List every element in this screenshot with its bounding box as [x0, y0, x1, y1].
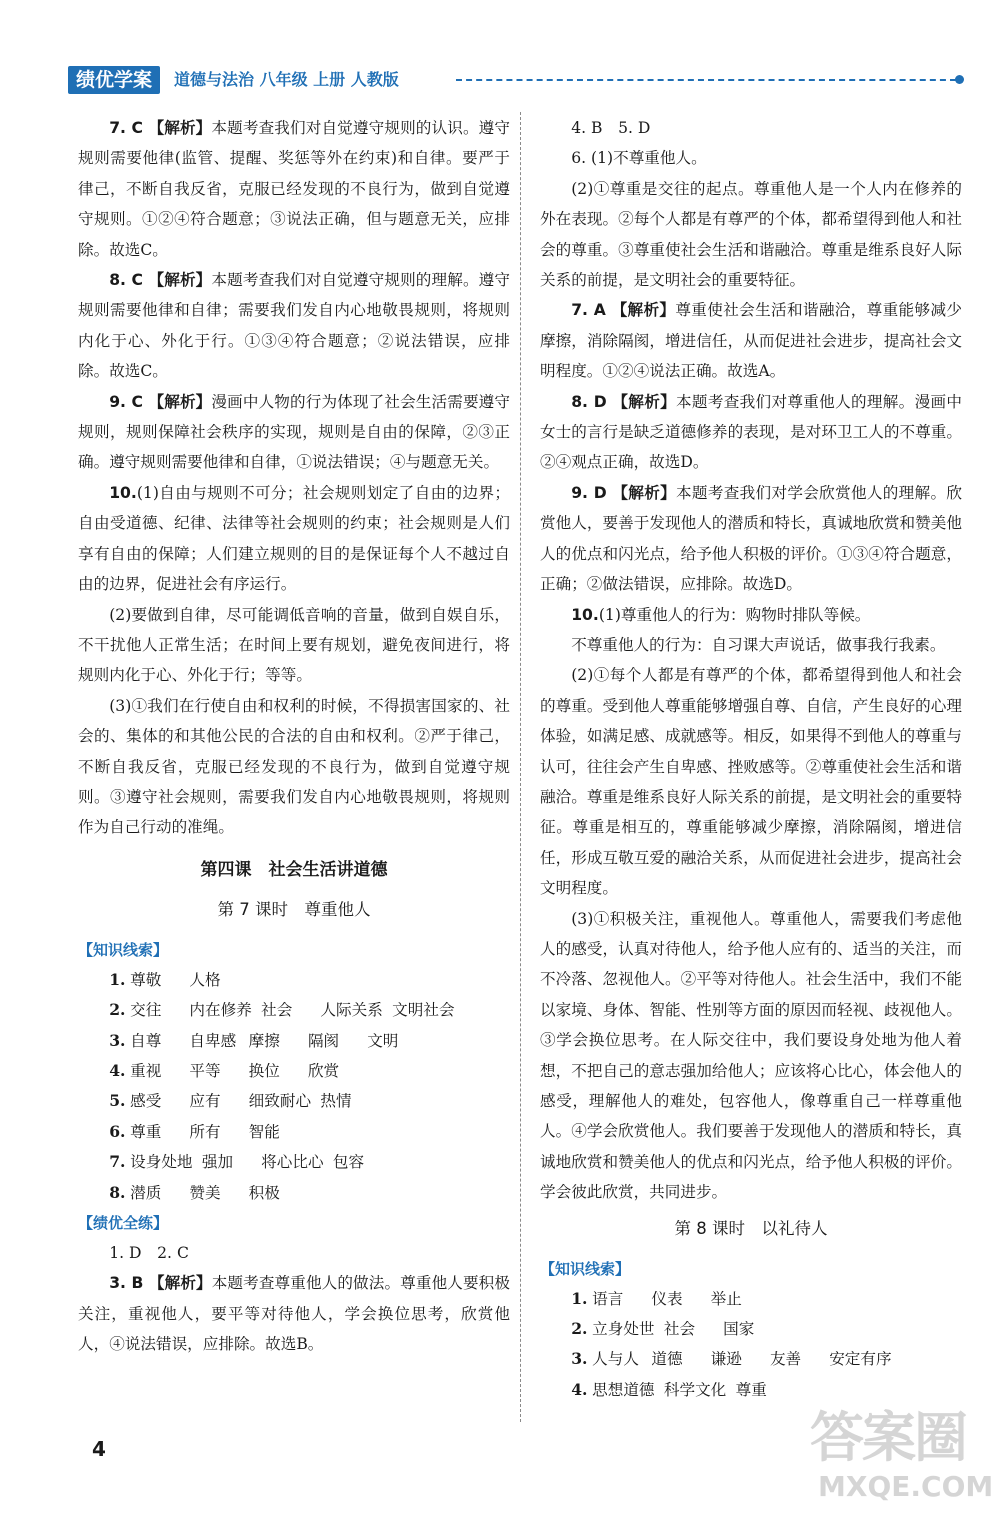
- answer-lead: 10.: [109, 483, 137, 502]
- answer-paragraph: [78, 478, 510, 600]
- answer-paragraph: [540, 600, 962, 630]
- answer-text: (2)要做到自律，尽可能调低音响的音量，做到自娱自乐，不干扰他人正常生活；在时间上要有规划，避免夜间进行，将规则内化于心、外化于行；等等。: [78, 605, 510, 685]
- knowledge-item: [540, 1284, 962, 1314]
- knowledge-keyword: 智能: [248, 1122, 280, 1141]
- practice-answer-3: [78, 1268, 510, 1359]
- knowledge-keyword: 重视: [130, 1061, 162, 1080]
- knowledge-keyword: 内在修养: [189, 1001, 252, 1020]
- answer-text: 本题考查我们对自觉遵守规则的认识。遵守规则需要他律(监管、提醒、奖惩等外在约束)和自律。要严于律己，不断自我反省，克服已经发现的不良行为，做到自觉遵守规则。①②④符合题意；③说法正确，但与题意无关，应排除。故选C。: [78, 119, 510, 259]
- knowledge-keyword: 思想道德: [592, 1380, 655, 1399]
- knowledge-keyword: 热情: [320, 1092, 352, 1111]
- knowledge-keyword: 交往: [130, 1001, 162, 1020]
- knowledge-keyword: 强加: [201, 1153, 234, 1172]
- answer-paragraph: [78, 691, 510, 843]
- knowledge-keyword: 安定有序: [829, 1350, 892, 1369]
- subject-title: 道德与法治 八年级 上册 人教版: [174, 70, 399, 89]
- answer-text: (2)①每个人都是有尊严的个体，都希望得到他人和社会的尊重。受到他人尊重能够增强自尊、自信，产生良好的心理体验，如满足感、成就感等。相反，如果得不到他人的尊重与认可，往往会产生自卑感、挫败感等。②尊重使社会生活和谐融洽。尊重是维系良好人际关系的前提，是文明社会的重要特征。尊重是相互的，尊重能够减少摩擦，消除隔阂，增进信任，形成互敬互爱的融洽关系，从而促进社会进步，提高社会文明程度。: [540, 666, 962, 898]
- practice-answer-line: 1. D 2. C: [109, 1244, 189, 1262]
- knowledge-keyword: 举止: [710, 1289, 742, 1308]
- knowledge-number: 1.: [109, 969, 126, 989]
- answer-lead: 9. D 【解析】: [571, 483, 677, 502]
- left-column: [78, 113, 510, 1360]
- knowledge-item: [78, 995, 510, 1025]
- page-header: [68, 66, 964, 96]
- knowledge-list: [78, 965, 510, 1208]
- answer-paragraph: [540, 295, 962, 386]
- period-title: 第 8 课时 以礼待人: [674, 1218, 828, 1238]
- knowledge-keyword: 应有: [189, 1092, 221, 1111]
- knowledge-keyword: 语言: [592, 1289, 624, 1308]
- answer-lead: 3. B 【解析】: [109, 1274, 212, 1293]
- knowledge-keyword: 道德: [651, 1350, 683, 1369]
- watermark-logo: [800, 1390, 994, 1515]
- answer-line: 4. B 5. D: [571, 119, 651, 137]
- answer-text: 本题考查我们对尊重他人的理解。漫画中女士的言行是缺乏道德修养的表现，是对环卫工人的不尊重。②④观点正确，故选D。: [540, 392, 962, 472]
- answer-text: 尊重使社会生活和谐融洽，尊重能够减少摩擦，消除隔阂，增进信任，从而促进社会进步，提高社会文明程度。①②④说法正确。故选A。: [540, 301, 962, 381]
- header-divider: [456, 79, 956, 81]
- knowledge-item: [78, 1117, 510, 1147]
- answer-lead: 9. C 【解析】: [109, 392, 212, 411]
- page-number: 4: [92, 1437, 106, 1461]
- knowledge-number: 3.: [109, 1030, 126, 1050]
- knowledge-keyword: 自尊: [130, 1031, 162, 1050]
- answer-lead: 7. C 【解析】: [109, 119, 212, 137]
- knowledge-number: 6.: [109, 1121, 126, 1141]
- knowledge-keyword: 设身处地: [130, 1153, 193, 1172]
- knowledge-number: 8.: [109, 1182, 126, 1202]
- knowledge-number: 4.: [109, 1060, 126, 1080]
- answer-line: 6. (1)不尊重他人。: [571, 149, 707, 168]
- watermark-url: MXQE.COM: [818, 1470, 994, 1503]
- lesson-title: 第四课 社会生活讲道德: [200, 859, 388, 880]
- knowledge-item: [78, 965, 510, 995]
- knowledge-keyword: 换位: [248, 1061, 280, 1080]
- knowledge-tag: 【知识线索】: [540, 1259, 631, 1278]
- knowledge-item: [78, 1026, 510, 1056]
- answer-paragraph: [78, 387, 510, 478]
- knowledge-list: [540, 1284, 962, 1406]
- knowledge-keyword: 自卑感: [189, 1031, 237, 1050]
- answer-paragraph: [78, 265, 510, 387]
- period-title: 第 7 课时 尊重他人: [217, 899, 371, 919]
- knowledge-tag: 【知识线索】: [78, 940, 169, 959]
- knowledge-keyword: 感受: [130, 1092, 162, 1111]
- knowledge-number: 7.: [109, 1152, 126, 1172]
- answer-lead: 7. A 【解析】: [571, 301, 676, 320]
- answer-text: (2)①尊重是交往的起点。尊重他人是一个人内在修养的外在表现。②每个人都是有尊严的个体，都希望得到他人和社会的尊重。③尊重使社会生活和谐融洽。尊重是维系良好人际关系的前提，是文明社会的重要特征。: [540, 179, 962, 290]
- knowledge-keyword: 细致耐心: [248, 1092, 312, 1111]
- knowledge-number: 2.: [571, 1319, 588, 1339]
- knowledge-keyword: 社会: [663, 1320, 696, 1339]
- knowledge-item: [78, 1086, 510, 1116]
- answer-lead: 8. D 【解析】: [571, 392, 677, 411]
- answer-paragraph: [540, 904, 962, 1208]
- knowledge-item: [78, 1056, 510, 1086]
- watermark-text: 答案圈: [810, 1406, 966, 1469]
- knowledge-keyword: 国家: [723, 1320, 755, 1339]
- column-divider: [520, 112, 521, 1422]
- knowledge-keyword: 仪表: [651, 1289, 683, 1308]
- knowledge-item: [540, 1314, 962, 1344]
- right-answers: [540, 174, 962, 1208]
- knowledge-number: 1.: [571, 1288, 588, 1308]
- knowledge-keyword: 尊敬: [130, 970, 162, 989]
- knowledge-keyword: 立身处世: [592, 1320, 655, 1339]
- knowledge-keyword: 摩擦: [248, 1031, 280, 1050]
- knowledge-number: 2.: [109, 1000, 126, 1020]
- header-dot: [955, 75, 964, 84]
- knowledge-keyword: 赞美: [189, 1183, 221, 1202]
- knowledge-keyword: 友善: [769, 1350, 802, 1369]
- knowledge-keyword: 尊重: [735, 1380, 767, 1399]
- knowledge-item: [78, 1178, 510, 1208]
- answer-paragraph: [540, 630, 962, 660]
- knowledge-keyword: 平等: [189, 1061, 221, 1080]
- knowledge-keyword: 尊重: [130, 1122, 162, 1141]
- knowledge-keyword: 文明社会: [392, 1001, 455, 1020]
- knowledge-keyword: 将心比心: [261, 1153, 324, 1172]
- knowledge-keyword: 积极: [248, 1183, 280, 1202]
- answer-text: 不尊重他人的行为：自习课大声说话，做事我行我素。: [571, 635, 946, 654]
- answer-text: (3)①积极关注，重视他人。尊重他人，需要我们考虑他人的感受，认真对待他人，给予他人应有的、适当的关注，而不冷落、忽视他人。②平等对待他人。社会生活中，我们不能以家境、身体、智能、性别等方面的原因而轻视、歧视他人。③学会换位思考。在人际交往中，我们要设身处地为他人着想，不把自己的意志强加给他人；应该将心比心，体会他人的感受，理解他人的难处，包容他人，像尊重自己一样尊重他人。④学会欣赏他人。我们要善于发现他人的潜质和特长，真诚地欣赏和赞美他人的优点和闪光点，给予他人积极的评价。学会彼此欣赏，共同进步。: [540, 909, 962, 1202]
- answer-paragraph: [540, 174, 962, 296]
- knowledge-keyword: 包容: [332, 1153, 365, 1172]
- knowledge-keyword: 人与人: [592, 1350, 639, 1369]
- answer-paragraph: [78, 113, 510, 265]
- knowledge-keyword: 人格: [189, 970, 221, 989]
- answer-text: (1)自由与规则不可分；社会规则划定了自由的边界；自由受道德、纪律、法律等社会规则的约束；社会规则是人们享有自由的保障；人们建立规则的目的是保证每个人不越过自由的边界，促进社会有序运行。: [78, 483, 510, 594]
- knowledge-keyword: 社会: [261, 1001, 293, 1020]
- knowledge-keyword: 隔阂: [307, 1031, 340, 1050]
- answer-text: (3)①我们在行使自由和权利的时候，不得损害国家的、社会的、集体的和其他公民的合法的自由和权利。②严于律己，不断自我反省，克服已经发现的不良行为，做到自觉遵守规则。③遵守社会规则，需要我们发自内心地敬畏规则，将规则作为自己行动的准绳。: [78, 696, 510, 837]
- knowledge-item: [540, 1344, 962, 1374]
- knowledge-keyword: 所有: [189, 1122, 221, 1141]
- answer-paragraph: [540, 478, 962, 600]
- knowledge-keyword: 人际关系: [320, 1001, 383, 1020]
- answer-lead: 10.: [571, 605, 599, 624]
- answer-text: (1)尊重他人的行为：购物时排队等候。: [598, 605, 871, 624]
- answer-text: 本题考查我们对学会欣赏他人的理解。欣赏他人，要善于发现他人的潜质和特长，真诚地欣赏和赞美他人的优点和闪光点，给予他人积极的评价。①③④符合题意，正确；②做法错误，应排除。故选D。: [540, 483, 962, 594]
- answer-text: 本题考查我们对自觉遵守规则的理解。遵守规则需要他律和自律；需要我们发自内心地敬畏规则，将规则内化于心、外化于行。①③④符合题意；②说法错误，应排除。故选C。: [78, 271, 510, 381]
- answer-lead: 8. C 【解析】: [109, 271, 212, 290]
- knowledge-item: [78, 1147, 510, 1177]
- knowledge-keyword: 科学文化: [663, 1380, 727, 1399]
- practice-tag: 【绩优全练】: [78, 1214, 169, 1232]
- left-answers: [78, 113, 510, 843]
- answer-text: 漫画中人物的行为体现了社会生活需要遵守规则，规则保障社会秩序的实现，规则是自由的保障，②③正确。遵守规则需要他律和自律，①说法错误；④与题意无关。: [78, 392, 510, 472]
- knowledge-number: 4.: [571, 1379, 588, 1399]
- knowledge-keyword: 谦逊: [710, 1350, 742, 1369]
- answer-paragraph: [540, 387, 962, 478]
- knowledge-keyword: 潜质: [130, 1183, 162, 1202]
- answer-text: 本题考查尊重他人的做法。尊重他人要积极关注，重视他人，要平等对待他人，学会换位思考，欣赏他人，④说法错误，应排除。故选B。: [78, 1274, 510, 1354]
- knowledge-number: 3.: [571, 1349, 588, 1369]
- answer-paragraph: [540, 660, 962, 903]
- knowledge-keyword: 文明: [367, 1031, 399, 1050]
- brand-logo: 绩优学案: [68, 66, 160, 94]
- right-column: [540, 113, 962, 1405]
- answer-paragraph: [78, 600, 510, 691]
- knowledge-number: 5.: [109, 1091, 126, 1111]
- knowledge-keyword: 欣赏: [307, 1061, 340, 1080]
